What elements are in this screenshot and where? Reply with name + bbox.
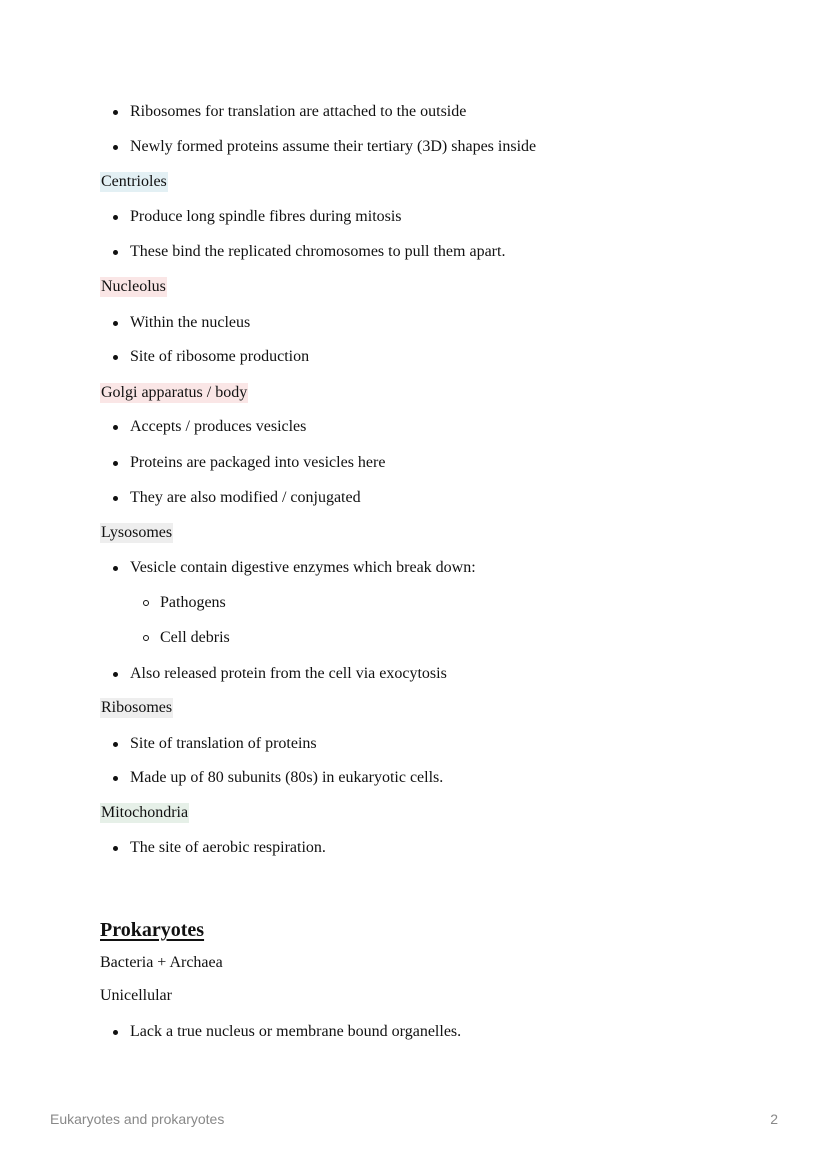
list-item: These bind the replicated chromosomes to pull them apart. xyxy=(130,243,506,260)
list-item: Produce long spindle fibres during mitosis xyxy=(130,208,402,225)
paragraph: Unicellular xyxy=(100,987,172,1004)
list-item: Ribosomes for translation are attached to the outside xyxy=(130,103,467,120)
sub-list-item: Pathogens xyxy=(160,594,226,611)
section-label-golgi: Golgi apparatus / body xyxy=(101,384,248,401)
paragraph: Bacteria + Archaea xyxy=(100,954,223,971)
section-label-nucleolus: Nucleolus xyxy=(101,278,166,295)
section-label-lysosomes: Lysosomes xyxy=(101,524,173,541)
list-item: Accepts / produces vesicles xyxy=(130,418,307,435)
list-item: The site of aerobic respiration. xyxy=(130,839,326,856)
footer-title: Eukaryotes and prokaryotes xyxy=(50,1111,225,1127)
page-number: 2 xyxy=(770,1111,778,1127)
list-item: Site of ribosome production xyxy=(130,348,310,365)
section-label-ribosomes: Ribosomes xyxy=(101,699,173,716)
sub-list-item: Cell debris xyxy=(160,629,230,646)
section-label-mitochondria: Mitochondria xyxy=(101,804,189,821)
list-item: Made up of 80 subunits (80s) in eukaryotic cells. xyxy=(130,769,444,786)
section-heading-prokaryotes: Prokaryotes xyxy=(100,919,205,941)
list-item: Site of translation of proteins xyxy=(130,735,317,752)
list-item: Newly formed proteins assume their tertiary (3D) shapes inside xyxy=(130,138,537,155)
list-item: Proteins are packaged into vesicles here xyxy=(130,454,386,471)
list-item: Lack a true nucleus or membrane bound organelles. xyxy=(130,1023,462,1040)
list-item: They are also modified / conjugated xyxy=(130,489,361,506)
section-label-centrioles: Centrioles xyxy=(101,173,167,190)
list-item: Within the nucleus xyxy=(130,314,251,331)
list-item: Also released protein from the cell via exocytosis xyxy=(130,665,447,682)
list-item: Vesicle contain digestive enzymes which break down: xyxy=(130,559,476,576)
